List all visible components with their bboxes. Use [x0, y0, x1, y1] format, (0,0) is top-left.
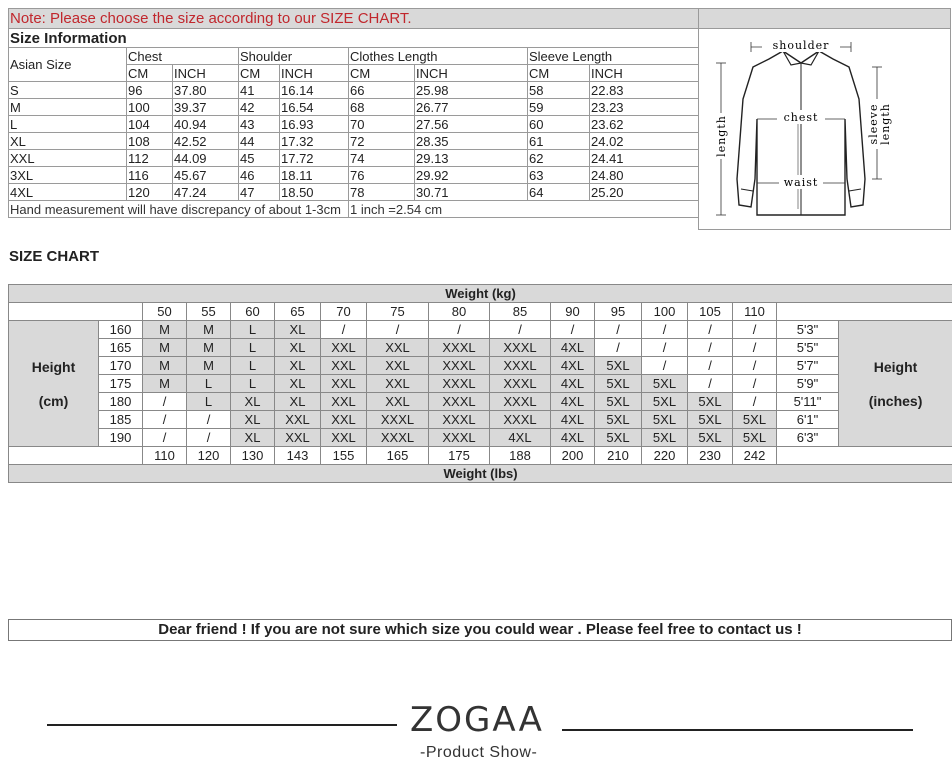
measurement-cell: 17.32	[280, 133, 349, 150]
lbs-value: 175	[429, 447, 490, 465]
height-cm-value: 160	[99, 321, 143, 339]
size-label: 3XL	[9, 167, 127, 184]
measurement-cell: 42.52	[173, 133, 239, 150]
lbs-value: 130	[231, 447, 275, 465]
size-cell: 5XL	[595, 429, 642, 447]
lbs-corner	[9, 447, 143, 465]
measurement-cell: 16.93	[280, 116, 349, 133]
measurement-cell: 39.37	[173, 99, 239, 116]
size-cell: XXXL	[429, 411, 490, 429]
size-cell: /	[688, 375, 733, 393]
size-cell: 4XL	[551, 357, 595, 375]
lbs-corner-right	[777, 447, 952, 465]
size-cell: M	[143, 357, 187, 375]
measurement-cell: 62	[528, 150, 590, 167]
kg-corner	[9, 303, 143, 321]
size-cell: M	[143, 339, 187, 357]
size-cell: XL	[231, 429, 275, 447]
size-cell: /	[143, 411, 187, 429]
size-cell: XL	[275, 321, 321, 339]
measurement-cell: 26.77	[415, 99, 528, 116]
size-label: XXL	[9, 150, 127, 167]
size-cell: XXL	[321, 393, 367, 411]
height-cm-value: 175	[99, 375, 143, 393]
asian-size-header: Asian Size	[9, 48, 127, 82]
size-cell: 4XL	[551, 375, 595, 393]
weight-kg-header: Weight (kg)	[9, 285, 952, 303]
measurement-cell: 23.62	[590, 116, 699, 133]
measurement-cell: 108	[127, 133, 173, 150]
measurement-cell: 63	[528, 167, 590, 184]
measurement-cell: 64	[528, 184, 590, 201]
size-row	[9, 167, 699, 184]
size-cell: 5XL	[642, 429, 688, 447]
measurement-cell: 24.80	[590, 167, 699, 184]
size-label: S	[9, 82, 127, 99]
unit-header: INCH	[280, 65, 349, 82]
kg-value: 85	[490, 303, 551, 321]
sleeve-length-label: length	[879, 103, 892, 145]
contact-banner: Dear friend ! If you are not sure which size you could wear . Please feel free to contact us !	[8, 619, 952, 641]
measurement-cell: 22.83	[590, 82, 699, 99]
size-cell: 5XL	[642, 411, 688, 429]
size-cell: XXL	[367, 339, 429, 357]
size-information-table	[8, 8, 699, 218]
size-cell: 5XL	[733, 429, 777, 447]
height-inch-value: 5'9"	[777, 375, 839, 393]
height-inch-value: 6'3"	[777, 429, 839, 447]
measurement-cell: 96	[127, 82, 173, 99]
height-inch-value: 5'5"	[777, 339, 839, 357]
measurement-cell: 104	[127, 116, 173, 133]
size-cell: XXL	[321, 339, 367, 357]
size-cell: /	[490, 321, 551, 339]
kg-value: 100	[642, 303, 688, 321]
brand-divider-right	[562, 729, 913, 731]
measurement-footnote: Hand measurement will have discrepancy of about 1-3cm	[9, 201, 349, 218]
measurement-cell: 60	[528, 116, 590, 133]
size-cell: 5XL	[642, 375, 688, 393]
size-cell: L	[231, 321, 275, 339]
size-cell: 5XL	[688, 411, 733, 429]
kg-value: 65	[275, 303, 321, 321]
measurement-cell: 59	[528, 99, 590, 116]
measurement-cell: 61	[528, 133, 590, 150]
height-cm-value: 165	[99, 339, 143, 357]
size-cell: /	[733, 357, 777, 375]
height-inch-value: 5'11"	[777, 393, 839, 411]
kg-value: 110	[733, 303, 777, 321]
shirt-diagram-svg	[699, 29, 950, 229]
measurement-cell: 25.98	[415, 82, 528, 99]
measurement-cell: 37.80	[173, 82, 239, 99]
measurement-cell: 46	[239, 167, 280, 184]
unit-header: INCH	[590, 65, 699, 82]
measurement-cell: 58	[528, 82, 590, 99]
weight-lbs-header: Weight (lbs)	[9, 465, 952, 483]
measurement-cell: 66	[349, 82, 415, 99]
size-cell: /	[733, 339, 777, 357]
measurement-cell: 44.09	[173, 150, 239, 167]
size-cell: /	[688, 339, 733, 357]
height-row	[9, 375, 952, 393]
size-cell: XL	[275, 393, 321, 411]
measurement-cell: 45	[239, 150, 280, 167]
size-cell: /	[551, 321, 595, 339]
measurement-cell: 29.13	[415, 150, 528, 167]
lbs-value: 120	[187, 447, 231, 465]
size-cell: XL	[231, 411, 275, 429]
size-cell: /	[733, 321, 777, 339]
unit-header: CM	[349, 65, 415, 82]
size-cell: 5XL	[642, 393, 688, 411]
measurement-cell: 76	[349, 167, 415, 184]
kg-value: 50	[143, 303, 187, 321]
measurement-cell: 18.50	[280, 184, 349, 201]
size-cell: XXL	[367, 375, 429, 393]
size-cell: M	[187, 321, 231, 339]
size-cell: /	[143, 429, 187, 447]
size-cell: XXXL	[429, 429, 490, 447]
height-row	[9, 393, 952, 411]
height-cm-value: 190	[99, 429, 143, 447]
size-cell: 5XL	[688, 393, 733, 411]
unit-header: INCH	[173, 65, 239, 82]
length-label: length	[715, 115, 728, 157]
size-label: XL	[9, 133, 127, 150]
size-cell: 4XL	[551, 339, 595, 357]
unit-header: CM	[528, 65, 590, 82]
measurement-cell: 47	[239, 184, 280, 201]
lbs-value: 165	[367, 447, 429, 465]
size-cell: M	[143, 321, 187, 339]
size-cell: /	[642, 357, 688, 375]
size-cell: /	[733, 393, 777, 411]
height-inch-label-line1: Height	[873, 358, 918, 375]
kg-value: 90	[551, 303, 595, 321]
measurement-cell: 27.56	[415, 116, 528, 133]
size-row	[9, 133, 699, 150]
size-cell: XL	[275, 339, 321, 357]
measurement-cell: 43	[239, 116, 280, 133]
unit-header: CM	[239, 65, 280, 82]
size-cell: XXXL	[490, 357, 551, 375]
size-cell: XXL	[367, 357, 429, 375]
height-row	[9, 339, 952, 357]
brand-divider-left	[47, 724, 397, 726]
size-cell: 4XL	[551, 393, 595, 411]
kg-value: 70	[321, 303, 367, 321]
size-label: L	[9, 116, 127, 133]
measurement-cell: 112	[127, 150, 173, 167]
size-cell: /	[429, 321, 490, 339]
size-cell: M	[143, 375, 187, 393]
kg-corner-right	[777, 303, 952, 321]
chest-label: chest	[783, 111, 819, 124]
measurement-cell: 42	[239, 99, 280, 116]
height-cm-label-line1: Height	[31, 358, 76, 375]
lbs-value: 188	[490, 447, 551, 465]
size-cell: /	[143, 393, 187, 411]
size-chart-title: SIZE CHART	[9, 248, 99, 265]
measurement-cell: 16.14	[280, 82, 349, 99]
measurement-cell: 74	[349, 150, 415, 167]
measurement-cell: 16.54	[280, 99, 349, 116]
size-cell: /	[688, 357, 733, 375]
size-cell: 5XL	[595, 375, 642, 393]
inch-conversion: 1 inch =2.54 cm	[349, 201, 699, 218]
size-cell: /	[321, 321, 367, 339]
measurement-cell: 44	[239, 133, 280, 150]
size-label: M	[9, 99, 127, 116]
size-cell: 5XL	[733, 411, 777, 429]
size-cell: XXXL	[429, 393, 490, 411]
size-cell: /	[187, 411, 231, 429]
size-cell: /	[367, 321, 429, 339]
height-inch-value: 6'1"	[777, 411, 839, 429]
size-cell: M	[187, 357, 231, 375]
height-row	[9, 357, 952, 375]
measurement-cell: 70	[349, 116, 415, 133]
size-cell: 5XL	[688, 429, 733, 447]
kg-value: 55	[187, 303, 231, 321]
shoulder-label: shoulder	[772, 39, 830, 52]
measurement-cell: 100	[127, 99, 173, 116]
size-cell: XXL	[275, 411, 321, 429]
size-chart-table	[8, 284, 952, 483]
size-row	[9, 99, 699, 116]
size-cell: 5XL	[595, 393, 642, 411]
unit-header: CM	[127, 65, 173, 82]
kg-value: 80	[429, 303, 490, 321]
size-row	[9, 150, 699, 167]
size-cell: /	[595, 339, 642, 357]
unit-header: INCH	[415, 65, 528, 82]
measurement-cell: 68	[349, 99, 415, 116]
size-cell: /	[688, 321, 733, 339]
size-cell: XXXL	[490, 339, 551, 357]
size-cell: XXL	[321, 357, 367, 375]
lbs-value: 110	[143, 447, 187, 465]
measurement-cell: 29.92	[415, 167, 528, 184]
size-cell: /	[733, 375, 777, 393]
sleeve-label: sleeve	[867, 103, 880, 145]
measurement-cell: 40.94	[173, 116, 239, 133]
shoulder-header: Shoulder	[239, 48, 349, 65]
chest-header: Chest	[127, 48, 239, 65]
waist-label: waist	[783, 176, 819, 189]
lbs-value: 143	[275, 447, 321, 465]
size-cell: 4XL	[551, 411, 595, 429]
measurement-cell: 25.20	[590, 184, 699, 201]
size-cell: XXXL	[429, 339, 490, 357]
size-cell: XXXL	[429, 357, 490, 375]
size-cell: XXL	[321, 429, 367, 447]
kg-value: 95	[595, 303, 642, 321]
note-bar-extension	[698, 8, 951, 29]
size-cell: XXXL	[490, 375, 551, 393]
height-cm-value: 180	[99, 393, 143, 411]
size-information-title: Size Information	[9, 29, 699, 48]
size-cell: XXL	[321, 375, 367, 393]
size-cell: 5XL	[595, 411, 642, 429]
size-row	[9, 82, 699, 99]
kg-value: 105	[688, 303, 733, 321]
kg-value: 75	[367, 303, 429, 321]
height-inch-label	[839, 321, 952, 447]
kg-value: 60	[231, 303, 275, 321]
size-cell: XL	[275, 357, 321, 375]
measurement-cell: 116	[127, 167, 173, 184]
size-cell: 4XL	[551, 429, 595, 447]
size-cell: XL	[275, 375, 321, 393]
size-cell: XXXL	[490, 393, 551, 411]
size-cell: XXXL	[490, 411, 551, 429]
lbs-value: 230	[688, 447, 733, 465]
size-cell: 4XL	[490, 429, 551, 447]
lbs-value: 220	[642, 447, 688, 465]
measurement-cell: 120	[127, 184, 173, 201]
size-cell: /	[642, 321, 688, 339]
size-row	[9, 184, 699, 201]
measurement-cell: 23.23	[590, 99, 699, 116]
measurement-cell: 24.02	[590, 133, 699, 150]
size-cell: XXXL	[367, 429, 429, 447]
shirt-measurement-diagram	[698, 28, 951, 230]
brand-logo: ZOGAA	[410, 700, 544, 740]
size-cell: XXL	[321, 411, 367, 429]
lbs-value: 242	[733, 447, 777, 465]
height-inch-value: 5'7"	[777, 357, 839, 375]
size-cell: L	[187, 375, 231, 393]
measurement-cell: 18.11	[280, 167, 349, 184]
lbs-value: 200	[551, 447, 595, 465]
size-cell: XXL	[275, 429, 321, 447]
measurement-cell: 17.72	[280, 150, 349, 167]
size-label: 4XL	[9, 184, 127, 201]
size-cell: XXXL	[367, 411, 429, 429]
size-cell: /	[187, 429, 231, 447]
size-cell: L	[231, 375, 275, 393]
size-cell: /	[595, 321, 642, 339]
height-cm-value: 170	[99, 357, 143, 375]
measurement-cell: 28.35	[415, 133, 528, 150]
size-cell: M	[187, 339, 231, 357]
measurement-cell: 47.24	[173, 184, 239, 201]
height-row	[9, 429, 952, 447]
size-note: Note: Please choose the size according to our SIZE CHART.	[9, 9, 699, 29]
sleeve-length-header: Sleeve Length	[528, 48, 699, 65]
size-cell: L	[231, 357, 275, 375]
height-cm-label-line2: (cm)	[38, 392, 69, 409]
height-row	[9, 411, 952, 429]
clothes-length-header: Clothes Length	[349, 48, 528, 65]
size-cell: 5XL	[595, 357, 642, 375]
size-cell: XXL	[367, 393, 429, 411]
measurement-cell: 72	[349, 133, 415, 150]
size-cell: XL	[231, 393, 275, 411]
measurement-cell: 24.41	[590, 150, 699, 167]
size-row	[9, 116, 699, 133]
measurement-cell: 45.67	[173, 167, 239, 184]
size-cell: L	[187, 393, 231, 411]
measurement-cell: 78	[349, 184, 415, 201]
height-row	[9, 321, 952, 339]
size-cell: XXXL	[429, 375, 490, 393]
height-cm-label	[9, 321, 99, 447]
measurement-cell: 30.71	[415, 184, 528, 201]
size-cell: /	[642, 339, 688, 357]
height-cm-value: 185	[99, 411, 143, 429]
size-cell: L	[231, 339, 275, 357]
height-inch-value: 5'3"	[777, 321, 839, 339]
height-inch-label-line2: (inches)	[868, 392, 923, 409]
lbs-value: 210	[595, 447, 642, 465]
brand-subtitle: -Product Show-	[420, 744, 538, 761]
lbs-value: 155	[321, 447, 367, 465]
measurement-cell: 41	[239, 82, 280, 99]
